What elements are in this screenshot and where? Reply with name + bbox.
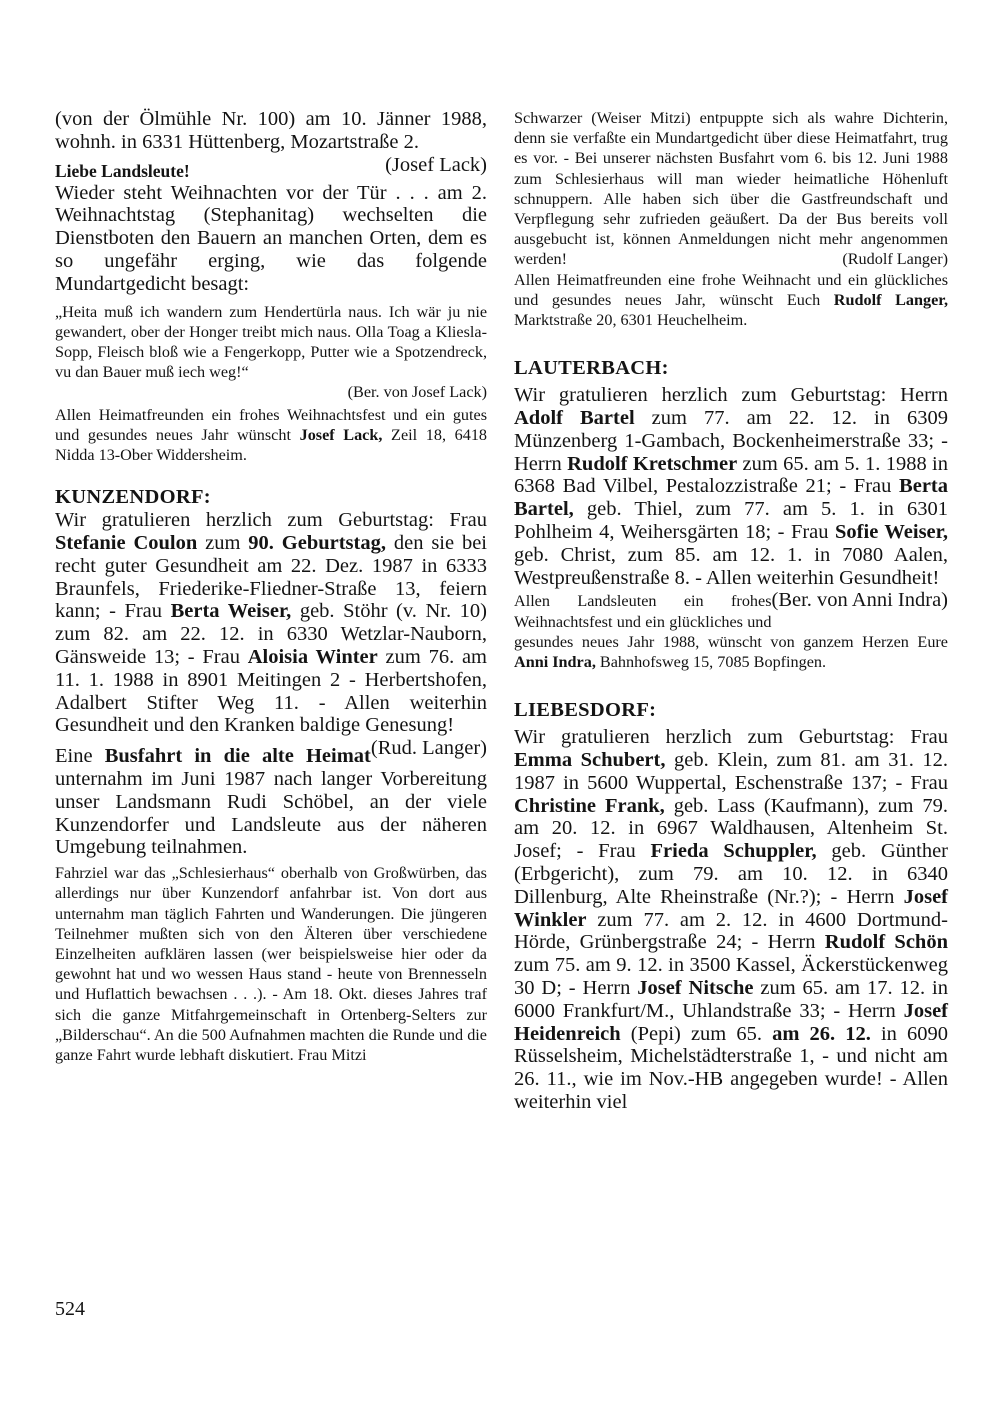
text-run: zum 65. am 17. 12. in 6000 Frankfurt/M., Uhlandstraße 33; - Herrn: [514, 976, 948, 1022]
bold-name: am 26. 12.: [772, 1022, 871, 1045]
wishes-lack-text: Allen Heimatfreunden ein frohes Weihnachtsfest und ein gutes und gesundes neues Jahr wünscht: [55, 405, 487, 444]
text-run: geb. Thiel, zum 77. am 5. 1. in 6301 Pohlheim 4, Weihersgärten 18; - Frau: [514, 498, 948, 544]
wishes-indra-address: Bahnhofsweg 15, 7085 Bopfingen.: [595, 653, 827, 672]
wishes-lack-address: Zeil 18, 6418 Nidda 13-Ober Widdersheim.: [55, 425, 488, 464]
busfahrt-intro: [55, 745, 487, 859]
bold-name: Stefanie Coulon: [55, 532, 198, 554]
text-run: zum 75. am 9. 12. in 3500 Kassel, Äckerstückenweg 30 D; - Herrn: [514, 954, 948, 999]
bold-name: Busfahrt in die alte Heimat: [104, 745, 371, 768]
bold-name: Sofie Weiser,: [835, 521, 948, 544]
text-run: zum: [197, 532, 249, 554]
text-run: in 6090 Rüsselsheim, Michelstädterstraße 1, - und nicht am 26. 11., wie im Nov.-HB angegeben wurde! - Allen weiterhin viel: [514, 1022, 948, 1113]
busfahrt-continued-text: Schwarzer (Weiser Mitzi) entpuppte sich als wahre Dichterin, denn sie verfaßte ein Mundartgedicht über diese Heimatfahrt, trug es vor. - Bei unserer nächsten Busfahrt vom 6. bis 12. Juni 1988 zum Schlesierhaus will man wieder heimatliche Höhenluft schnuppern. Alle haben sich über die Gastfreundschaft und Verpflegung sehr zufrieden geäußert. Da der Bus bereits voll ausgebucht ist, können Anmeldungen nicht mehr angenommen werden!: [514, 109, 948, 269]
dialect-poem: „Heita muß ich wandern zum Hendertürla naus. Ich wär ju nie gewandert, ober der Honger treibt mich naus. Olla Toag a Kliesla-Sopp, Fleisch bloß wie a Fengerkopp, Putter wie a Spotzendreck, vu dan Bauer muß iech weg!“: [55, 302, 487, 382]
text-run: zum 77. am 2. 12. in 4600 Dortmund-Hörde, Grünbergstraße 24; - Herrn: [514, 908, 948, 954]
right-column: [514, 108, 948, 1114]
bold-name: Emma Schubert,: [514, 749, 666, 772]
bold-name: Josef Heidenreich: [514, 999, 948, 1045]
wishes-indra-text: Allen Landsleuten ein frohes Weihnachtsfest und ein glückliches und gesundes neues Jahr 1988, wünscht von ganzem Herzen Eure: [514, 592, 948, 651]
poem-credit: (Ber. von Josef Lack): [347, 383, 487, 402]
text-run: geb. Lass (Kaufmann), zum 79. am 20. 12. in 6967 Waldhausen, Altenheim St. Josef; - Frau: [514, 794, 948, 863]
lauterbach-credit: (Ber. von Anni Indra): [771, 589, 948, 612]
text-run: Wir gratulieren herzlich zum Geburtstag: Herrn: [514, 384, 948, 407]
wishes-indra-name: Anni Indra,: [514, 653, 596, 672]
bold-name: Christine Frank,: [514, 794, 665, 817]
bold-name: Berta Weiser,: [170, 600, 292, 623]
bold-name: Frieda Schuppler,: [650, 840, 817, 863]
text-run: (Pepi) zum 65.: [620, 1022, 773, 1045]
text-run: geb. Christ, zum 85. am 12. 1. in 7080 Aalen, Westpreußenstraße 8. - Allen weiterhin Gesundheit!: [514, 543, 948, 589]
kunzendorf-credit: (Rud. Langer): [370, 737, 487, 760]
lauterbach-heading: LAUTERBACH:: [514, 357, 669, 380]
text-run: zum 65. am 5. 1. 1988 in 6368 Bad Vilbel, Pestalozzistraße 21; - Frau: [514, 452, 948, 498]
wishes-langer-name: Rudolf Langer,: [833, 290, 949, 309]
bold-name: Adolf Bartel: [514, 407, 635, 430]
wishes-langer: [514, 270, 948, 331]
bold-name: Aloisia Winter: [247, 645, 378, 668]
wishes-langer-address: Marktstraße 20, 6301 Heuchelheim.: [514, 311, 748, 330]
bold-name: Josef Nitsche: [637, 976, 754, 999]
lauterbach-birthdays: [514, 384, 948, 612]
page-number: 524: [55, 1298, 85, 1320]
kunzendorf-birthdays-text: [55, 509, 487, 736]
bold-name: Rudolf Schön: [824, 931, 948, 954]
text-run: Wir gratulieren herzlich zum Geburtstag: Frau: [514, 726, 948, 749]
left-column: [55, 108, 487, 1065]
intro-credit: (Josef Lack): [385, 153, 487, 176]
busfahrt-details: Fahrziel war das „Schlesierhaus“ oberhalb von Großwürben, das allerdings nur über Kunzendorf anfahrbar ist. Von dort aus unternahm man täglich Fahrten und Wanderungen. Die jüngeren Teilnehmer mußten sich von den Älteren über verschiedene Einzelheiten aufklären lassen (wer beispielsweise hier oder da gewohnt hat und wo wessen Haus stand - heute von Brennesseln und Huflattich bewachsen . . .). - Am 18. Okt. dieses Jahres traf sich die ganze Mitfahrgemeinschaft in Ortenberg-Selters zur „Bilderschau“. An die 500 Aufnahmen machten die Runde und die ganze Fahrt wurde lebhaft diskutiert. Frau Mitzi: [55, 864, 487, 1064]
text-run: geb. Stöhr (v. Nr. 10) zum 82. am 22. 12. in 6330 Wetzlar-Nauborn, Gänsweide 13; - Frau: [55, 600, 487, 668]
text-run: geb. Klein, zum 81. am 31. 12. 1987 in 5600 Wuppertal, Eschenstraße 137; - Frau: [514, 749, 949, 794]
text-run: Wir gratulieren herzlich zum Geburtstag: Frau: [55, 509, 487, 532]
intro-text: (von der Ölmühle Nr. 100) am 10. Jänner 1988, wohnh. in 6331 Hüttenberg, Mozartstraße 2.: [55, 108, 487, 153]
text-run: unternahm im Juni 1987 nach langer Vorbereitung unser Landsmann Rudi Schöbel, an der viele Kunzendorfer und Landsleute aus der näheren Umgebung teilnahmen.: [55, 767, 487, 859]
text-run: zum 76. am 11. 1. 1988 in 8901 Meitingen 2 - Herbertshofen, Adalbert Stifter Weg 11. - Allen weiterhin Gesundheit und den Kranken baldige Genesung!: [55, 645, 487, 737]
greeting-text: Wieder steht Weihnachten vor der Tür . . . am 2. Weihnachtstag (Stephanitag) wechselten die Dienstboten den Bauern an manchen Orten, dem es so ungefähr erging, wie das folgende Mundartgedicht besagt:: [55, 181, 487, 295]
bold-name: Berta Bartel,: [514, 475, 948, 521]
bold-name: 90. Geburtstag,: [248, 532, 386, 554]
bold-name: Rudolf Kretschmer: [567, 452, 738, 475]
bold-name: Josef Winkler: [514, 885, 948, 931]
lauterbach-birthdays-text: [514, 384, 948, 588]
text-run: geb. Günther (Erbgericht), zum 79. am 10. 12. in 6340 Dillenburg, Alte Rheinstraße (Nr.?); - Herrn: [514, 840, 949, 908]
wishes-lack: [55, 405, 487, 466]
text-run: den sie bei recht guter Gesundheit am 22. Dez. 1987 in 6333 Braunfels, Friederike-Fliedner-Straße 13, feiern kann; - Frau: [55, 532, 488, 623]
greeting-heading: Liebe Landsleute!: [55, 160, 190, 181]
wishes-langer-text: Allen Heimatfreunden eine frohe Weihnacht und ein glückliches und gesundes neues Jahr, wünscht Euch: [514, 270, 948, 309]
kunzendorf-heading: KUNZENDORF:: [55, 486, 211, 509]
text-run: zum 77. am 22. 12. in 6309 Münzenberg 1-Gambach, Bockenheimerstraße 33; - Herrn: [514, 407, 948, 475]
liebesdorf-birthdays: [514, 726, 948, 1114]
wishes-lack-name: Josef Lack,: [299, 425, 383, 444]
busfahrt-credit: (Rudolf Langer): [842, 250, 948, 269]
busfahrt-continued: [514, 108, 948, 270]
liebesdorf-heading: LIEBESDORF:: [514, 699, 657, 722]
text-run: Eine: [55, 745, 105, 768]
